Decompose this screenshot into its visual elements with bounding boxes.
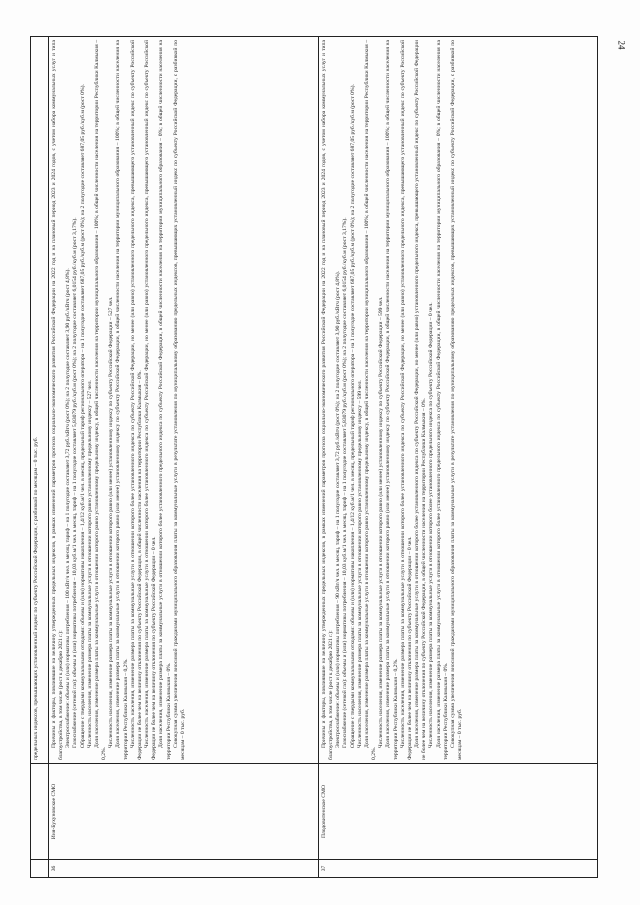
content-line: Численность населения, изменение размера платы за коммунальные услуги в отношении которого равно установленному предельному индексу – 527 чел.	[86, 380, 93, 748]
content-line: Электроснабжение: объемы и (или) нормативы потребления – 100 кВт/ч чел. в месяц, тариф – на 1 полугодие составляет 3,72 руб./кВтч (рост 0%); на 2 полугодие составляет 3,90 руб./кВтч (рост 4,8%).	[65, 268, 72, 748]
table-row	[31, 37, 49, 878]
content-line: Доля населения, изменение размера платы за коммунальные услуги в отношении которого равно (или менее) установленному индексу по субъекту Российской Федерации, в общей численности населения на территории муниципального образования – 100%; в общей численности населения на территории Республики Калмыкия – 0,2%.	[115, 40, 129, 760]
content-line: Численность населения, изменение размера платы за коммунальные услуги в отношении которого более установленного индекса по субъекту Российской Федерации, но менее (или равно) установленного предельного индекса, превышающего установленный индекс по субъекту Российской Федерации не более чем на величину отклонения по субъекту Российской Федерации – 0 чел.	[144, 40, 158, 760]
content-line: Численность населения, изменение размера платы за коммунальные услуги в отношении которого более установленного предельного индекса по субъекту Российской Федерации – 0 чел.	[428, 302, 435, 748]
content-line: Доля населения, изменение размера платы за коммунальные услуги в отношении которого равно установленному предельному индексу, в общей численности населения на территории муниципального образования – 100%; в общей численности населения на территории Республики Калмыкия – 0,2%.	[363, 40, 378, 760]
content-line: Электроснабжение: объемы и (или) нормативы потребления – 90 кВт/ч чел. в месяц, тариф – на 1 полугодие составляет 3,72 руб./кВтч (рост 0%); на 2 полугодие составляет 3,90 руб./кВтч (рост 4,8%).	[335, 270, 342, 748]
municipality-name-cell: Плодовитенское СМО	[319, 764, 598, 860]
row-number-cell: 36	[49, 860, 319, 878]
content-line: Газоснабжение (сетевой газ): объемы и (или) нормативы потребления – 10,03 куб.м/1 чел. в месяц, тариф – на 1 полугодие составляет 5,83079 руб./куб.м (рост 0%); на 2 полугодие составляет 6,0154 руб./куб.м (рост 3,17%).	[72, 217, 79, 748]
content-line: Численность населения, изменение размера платы за коммунальные услуги в отношении которого более установленного индекса по субъекту Российской Федерации, но менее (или равно) установленного предельного индекса, превышающего установленный индекс по субъекту Российской Федерации не более чем на величину отклонения по субъекту Российской Федерации – 0 чел.	[399, 40, 413, 760]
rotated-table-frame	[30, 36, 598, 878]
municipality-name-cell: Иня-Бухуновское СМО	[49, 764, 319, 860]
row-content-cell	[319, 37, 598, 764]
content-line: Газоснабжение (сетевой газ): объемы и (или) нормативы потребления – 10,03 куб.м/1 чел. в месяц, тариф – на 1 полугодие составляет 5,83079 руб./куб.м (рост 0%); на 2 полугодие составляет 6,0154 руб./куб.м (рост 3,17%).	[342, 217, 349, 748]
row-number-cell: 37	[319, 860, 598, 878]
content-line: Совокупная сумма увеличения вносимой гражданами муниципального образования платы за коммунальные услуги в результате установления по муниципальному образованию предельных индексов, превышающих установленный индекс по субъекту Российской Федерации, с разбивкой по месяцам – 0 тыс. руб.	[172, 40, 186, 760]
content-line: предельных индексов, превышающих установленный индекс по субъекту Российской Федерации, с разбивкой по месяцам – 0 тыс. руб.	[33, 436, 39, 760]
content-line: Причины и факторы, повлиявшие на величину утвержденных предельных индексов, в рамках изменений параметров прогноза социально-экономического развития Российской Федерации на 2022 год и на плановый период 2023 и 2024 годов, с учетом набора коммунальных услуг и типа благоустройства, в том числе (рост к декабрю 2021 г.):	[321, 40, 335, 760]
table-row	[319, 37, 598, 878]
table-row	[49, 37, 319, 878]
municipality-table	[30, 36, 598, 878]
row-number-cell	[31, 860, 49, 878]
municipality-name-cell	[31, 764, 49, 860]
content-line: Доля населения, изменение размера платы за коммунальные услуги в отношении которого более установленного предельного индекса по субъекту Российской Федерации, в общей численности населения на территории муниципального образования – 0%; в общей численности населения на территории Республики Калмыкия – 0%.	[435, 40, 449, 760]
content-line: Доля населения, изменение размера платы за коммунальные услуги в отношении которого равно (или менее) установленному индексу по субъекту Российской Федерации, в общей численности населения на территории муниципального образования – 100%; в общей численности населения на территории Республики Калмыкия – 0,2%.	[385, 40, 399, 760]
content-line: Совокупная сумма увеличения вносимой гражданами муниципального образования платы за коммунальные услуги в результате установления по муниципальному образованию предельных индексов, превышающих установленный индекс по субъекту Российской Федерации, с разбивкой по месяцам – 0 тыс. руб.	[449, 40, 463, 760]
content-line: Причины и факторы, повлиявшие на величину утвержденных предельных индексов, в рамках изменений параметров прогноза социально-экономического развития Российской Федерации на 2022 год и на плановый период 2023 и 2024 годов, с учетом набора коммунальных услуг и типа благоустройства, в том числе (рост к декабрю 2021 г.):	[51, 40, 65, 760]
content-line: Обращение с твердыми коммунальными отходами: объемы и (или) нормативы накопления – 1,4/12 куб.м/1 чел. в месяц, предельный тариф регионального оператора – на 1 полугодие составляет 687,05 руб./куб.м (рост 0%); на 2 полугодие составляет 687,05 руб./куб.м (рост 0%).	[79, 84, 86, 748]
content-line: Доля населения, изменение размера платы за коммунальные услуги в отношении которого равно установленному предельному индексу, в общей численности населения на территории муниципального образования – 100%; в общей численности населения на территории Республики Калмыкия – 0,2%.	[93, 40, 108, 760]
content-line: Численность населения, изменение размера платы за коммунальные услуги в отношении которого более установленного индекса по субъекту Российской Федерации, но менее (или равно) установленного предельного индекса, превышающего установленный индекс по субъекту Российской Федерации не более чем на величину отклонения по субъекту Российской Федерации, в общей численности населения на территории Республики Калмыкия – 0%.	[129, 40, 143, 760]
content-line: Доля населения, изменение размера платы за коммунальные услуги в отношении которого более установленного индекса по субъекту Российской Федерации, но менее (или равно) установленного предельного индекса, превышающего установленный индекс по субъекту Российской Федерации не более чем на величину отклонения по субъекту Российской Федерации, в общей численности населения на территории Республики Калмыкия – 0%.	[414, 40, 428, 760]
page-number: 24	[616, 40, 627, 50]
row-content-cell	[49, 37, 319, 764]
row-content-cell	[31, 37, 49, 764]
content-line: Численность населения, изменение размера платы за коммунальные услуги в отношении которого равно (или менее) установленному индексу по субъекту Российской Федерации – 527 чел.	[108, 296, 115, 748]
content-line: Численность населения, изменение размера платы за коммунальные услуги в отношении которого равно установленному предельному индексу – 599 чел.	[356, 380, 363, 748]
content-line: Обращение с твердыми коммунальными отходами: объемы и (или) нормативы накопления – 1,4/12 куб.м/1 чел. в месяц, предельный тариф регионального оператора – на 1 полугодие составляет 687,05 руб./куб.м (рост 0%); на 2 полугодие составляет 687,05 руб./куб.м (рост 0%).	[349, 84, 356, 748]
rotated-table-wrapper	[30, 36, 598, 878]
content-line: Доля населения, изменение размера платы за коммунальные услуги в отношении которого более установленного предельного индекса по субъекту Российской Федерации, в общей численности населения на территории муниципального образования – 0%; в общей численности населения на территории Республики Калмыкия – 0%.	[158, 40, 172, 760]
content-line: Численность населения, изменение размера платы за коммунальные услуги в отношении которого равно (или менее) установленному индексу по субъекту Российской Федерации – 599 чел.	[378, 296, 385, 748]
